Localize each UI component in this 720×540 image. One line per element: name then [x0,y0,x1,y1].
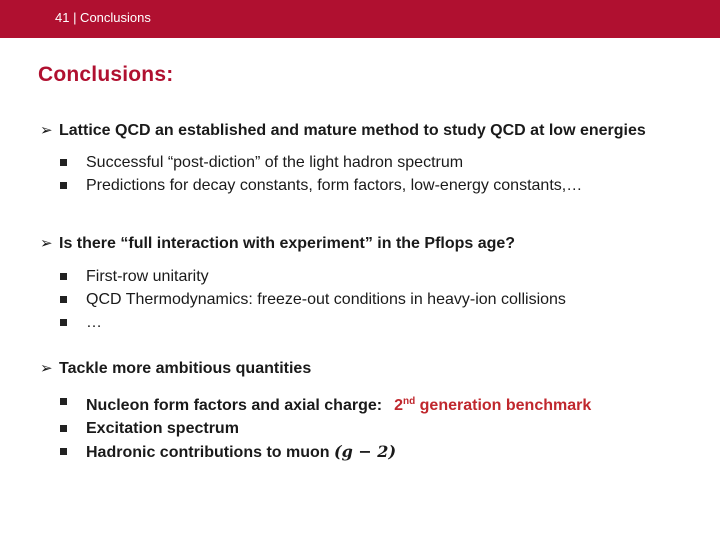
breadcrumb: 41 | Conclusions [55,10,151,25]
list-item-text: Nucleon form factors and axial charge: [86,397,383,414]
benchmark-label [394,397,591,414]
list-item-text: Predictions for decay constants, form factors, low-energy constants,… [86,177,583,194]
slide-title: Conclusions: [38,63,174,86]
arrow-bullet-icon: ➢ [40,235,53,252]
section-1-heading [40,120,710,142]
benchmark-prefix: 2 [394,397,403,414]
list-item-text: Hadronic contributions to muon [86,444,330,461]
math-expression: (g − 2) [334,442,397,461]
list-item [40,174,710,197]
arrow-bullet-icon: ➢ [40,122,53,139]
list-item-text: Successful “post-diction” of the light hadron spectrum [86,154,464,171]
benchmark-superscript: nd [402,396,416,407]
square-bullet-icon [60,273,67,280]
list-item-text: Excitation spectrum [86,420,239,437]
square-bullet-icon [60,182,67,189]
section-3-heading-text: Tackle more ambitious quantities [59,360,312,377]
square-bullet-icon [60,319,67,326]
list-item [40,311,710,334]
arrow-bullet-icon: ➢ [40,360,53,377]
section-2-heading-text: Is there “full interaction with experiment” in the Pflops age? [59,235,516,252]
list-item [40,288,710,311]
section-3 [40,358,710,464]
square-bullet-icon [60,425,67,432]
section-3-heading [40,358,710,380]
header-bar [0,0,720,38]
list-item [40,417,710,440]
section-1 [40,120,710,197]
section-1-heading-text: Lattice QCD an established and mature method to study QCD at low energies [59,122,646,139]
list-item-text: … [86,314,102,331]
square-bullet-icon [60,398,67,405]
list-item [40,440,710,464]
list-item [40,390,710,417]
square-bullet-icon [60,159,67,166]
list-item-text: First-row unitarity [86,268,209,285]
list-item [40,151,710,174]
section-2-heading [40,233,710,255]
square-bullet-icon [60,448,67,455]
list-item-text: QCD Thermodynamics: freeze-out conditions in heavy-ion collisions [86,291,566,308]
square-bullet-icon [60,296,67,303]
section-2 [40,233,710,334]
list-item [40,265,710,288]
benchmark-suffix: generation benchmark [415,397,592,414]
